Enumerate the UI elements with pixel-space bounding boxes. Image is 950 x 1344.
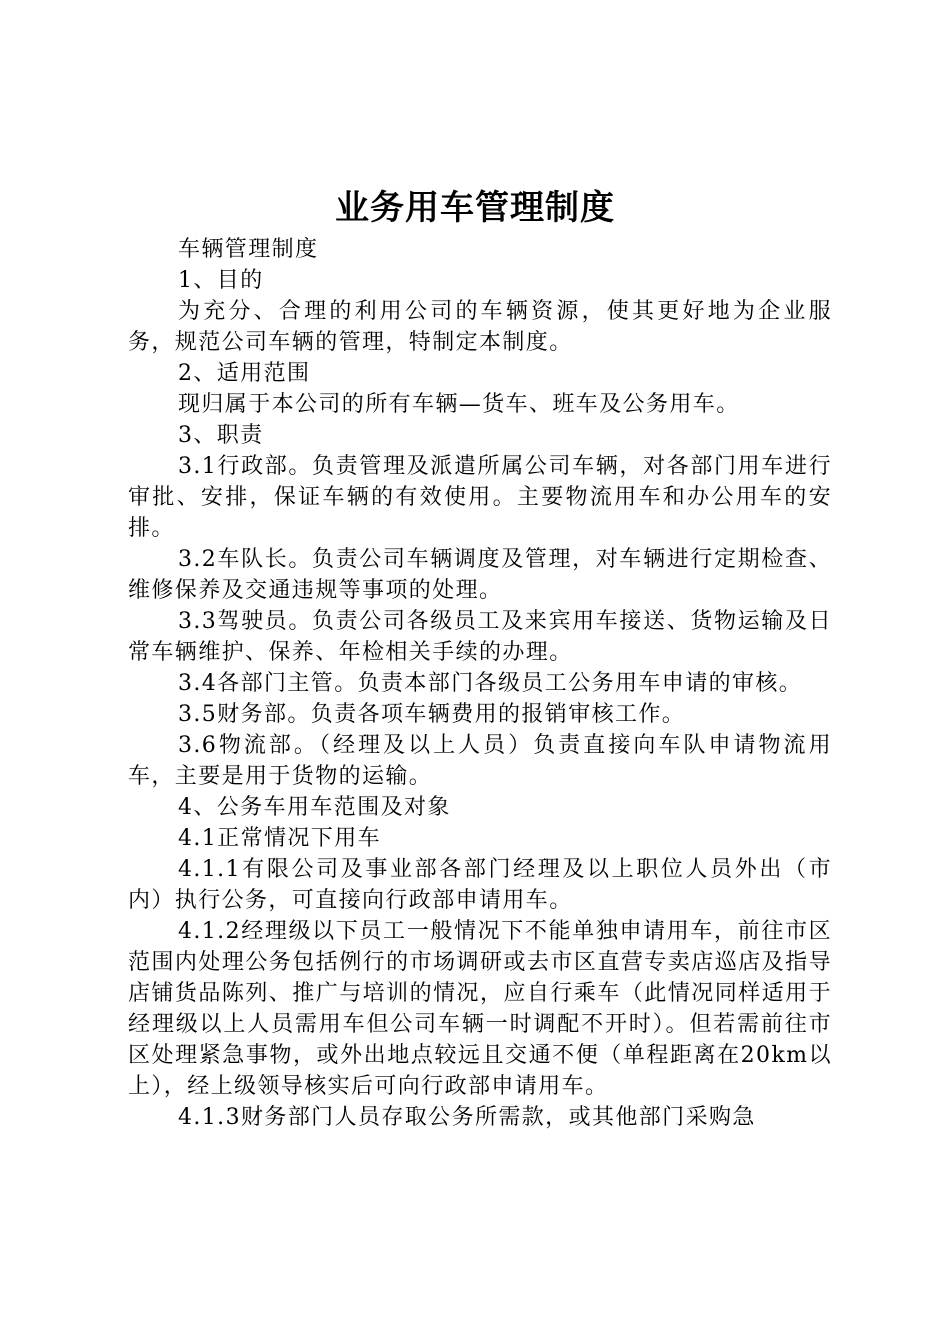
paragraph-3-5: 3.5财务部。负责各项车辆费用的报销审核工作。 bbox=[178, 702, 686, 727]
section-3-title: 3、职责 bbox=[178, 423, 264, 448]
paragraph-3-3: 3.3驾驶员。负责公司各级员工及来宾用车接送、货物运输及日常车辆维护、保养、年检相关手续的办理。 bbox=[128, 609, 832, 665]
paragraph-scope: 现归属于本公司的所有车辆—货车、班车及公务用车。 bbox=[178, 392, 740, 417]
paragraph-3-4: 3.4各部门主管。负责本部门各级员工公务用车申请的审核。 bbox=[178, 671, 803, 696]
paragraph-3-6: 3.6物流部。（经理及以上人员）负责直接向车队申请物流用车，主要是用于货物的运输。 bbox=[128, 733, 832, 789]
document-title: 业务用车管理制度 bbox=[335, 188, 615, 228]
paragraph-purpose: 为充分、合理的利用公司的车辆资源，使其更好地为企业服务，规范公司车辆的管理，特制定本制度。 bbox=[128, 299, 832, 355]
section-4-title: 4、公务车用车范围及对象 bbox=[178, 795, 451, 820]
section-2-title: 2、适用范围 bbox=[178, 361, 311, 386]
subsection-4-1-title: 4.1正常情况下用车 bbox=[178, 826, 381, 851]
paragraph-4-1-2: 4.1.2经理级以下员工一般情况下不能单独申请用车，前往市区范围内处理公务包括例行的市场调研或去市区直营专卖店巡店及指导店铺货品陈列、推广与培训的情况，应自行乘车（此情况同样适用于经理级以上人员需用车但公司车辆一时调配不开时）。但若需前往市区处理紧急事物，或外出地点较远且交通不便（单程距离在20km以上），经上级领导核实后可向行政部申请用车。 bbox=[128, 919, 832, 1099]
paragraph-4-1-3: 4.1.3财务部门人员存取公务所需款，或其他部门采购急 bbox=[178, 1105, 756, 1130]
paragraph-3-2: 3.2车队长。负责公司车辆调度及管理，对车辆进行定期检查、维修保养及交通违规等事项的处理。 bbox=[128, 547, 832, 603]
document-body bbox=[128, 234, 832, 1133]
paragraph-heading: 车辆管理制度 bbox=[178, 237, 319, 262]
section-1-title: 1、目的 bbox=[178, 268, 264, 293]
paragraph-4-1-1: 4.1.1有限公司及事业部各部门经理及以上职位人员外出（市内）执行公务，可直接向行政部申请用车。 bbox=[128, 857, 832, 913]
paragraph-3-1: 3.1行政部。负责管理及派遣所属公司车辆，对各部门用车进行审批、安排，保证车辆的有效使用。主要物流用车和办公用车的安排。 bbox=[128, 454, 832, 541]
